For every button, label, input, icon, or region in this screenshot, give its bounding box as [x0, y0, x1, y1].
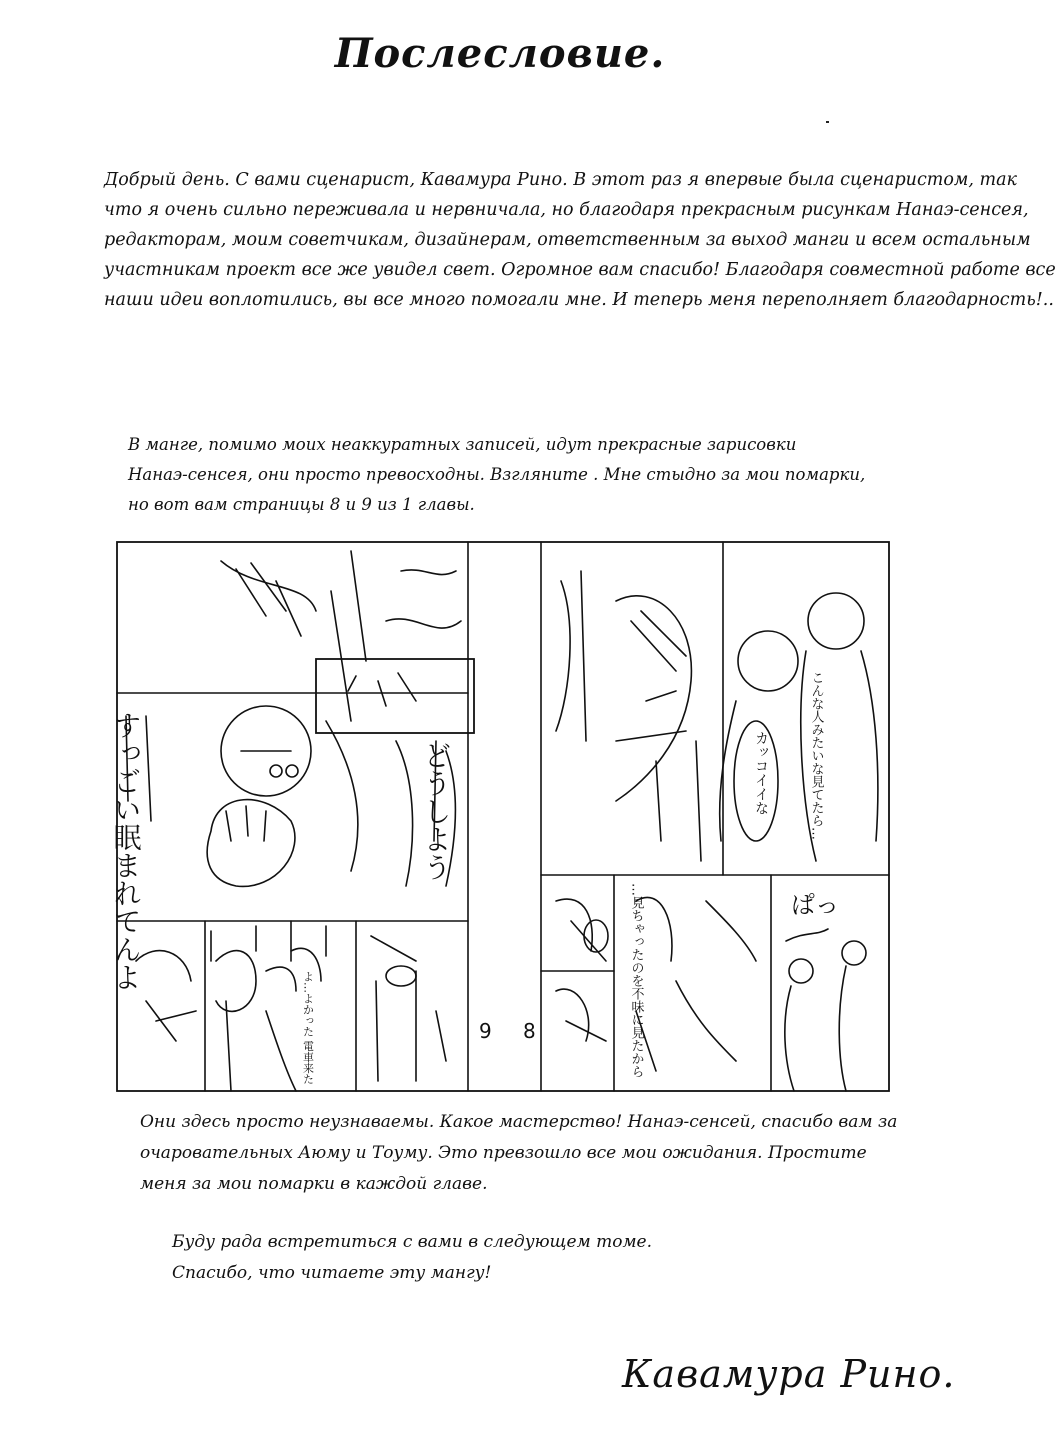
- sketch-caption: すっごい眠まれてんよ: [109, 711, 143, 991]
- paragraph-intro: [104, 165, 1056, 315]
- page-number-8: 8: [523, 1019, 536, 1043]
- text-line: Нанаэ-сенсея, они просто превосходны. Взгляните . Мне стыдно за мои помарки,: [128, 465, 866, 484]
- paragraph-praise: [140, 1107, 897, 1200]
- text-line: редакторам, моим советчикам, дизайнерам, ответственным за выход манги и всем остальным: [104, 230, 1031, 250]
- text-line: наши идеи воплотились, вы все много помогали мне. И теперь меня переполняет благодарность!..: [104, 290, 1054, 310]
- text-line: Они здесь просто неузнаваемы. Какое мастерство! Нанаэ-сенсей, спасибо вам за: [140, 1112, 898, 1132]
- text-line: но вот вам страницы 8 и 9 из 1 главы.: [128, 495, 475, 514]
- sketch-caption: カッコイイな: [753, 731, 769, 815]
- paragraph-closing: [172, 1227, 652, 1289]
- paragraph-sketch-intro: [128, 430, 865, 520]
- text-line: Добрый день. С вами сценарист, Кавамура Рино. В этот раз я впервые была сценаристом, так: [104, 170, 1017, 190]
- page-title: Послесловие.: [334, 30, 666, 77]
- speck: [826, 121, 829, 123]
- text-line: что я очень сильно переживала и нервничала, но благодаря прекрасным рисункам Нанаэ-сенсея,: [104, 200, 1029, 220]
- sketch-caption: どうしよう: [419, 741, 453, 881]
- author-signature: Кавамура Рино.: [622, 1352, 956, 1396]
- sketch-caption: …見ちゃったのを不味に見たから: [628, 883, 644, 1078]
- text-line: Буду рада встретиться с вами в следующем томе.: [172, 1232, 653, 1252]
- sketch-caption: よ…よかった 電車来た: [301, 971, 315, 1085]
- text-line: участникам проект все же увидел свет. Огромное вам спасибо! Благодаря совместной работе все: [104, 260, 1056, 280]
- sketch-caption: ぱっ: [791, 891, 839, 919]
- text-line: В манге, помимо моих неаккуратных записей, идут прекрасные зарисовки: [128, 435, 797, 454]
- text-line: Спасибо, что читаете эту мангу!: [172, 1263, 492, 1283]
- text-line: очаровательных Аюму и Тоуму. Это превзошло все мои ожидания. Простите: [140, 1143, 867, 1163]
- text-line: меня за мои помарки в каждой главе.: [140, 1174, 488, 1194]
- manga-sketch-pages: [109, 541, 890, 1092]
- sketch-caption: こんな人みたいな見てたら…: [808, 671, 824, 840]
- page-number-9: 9: [479, 1019, 492, 1043]
